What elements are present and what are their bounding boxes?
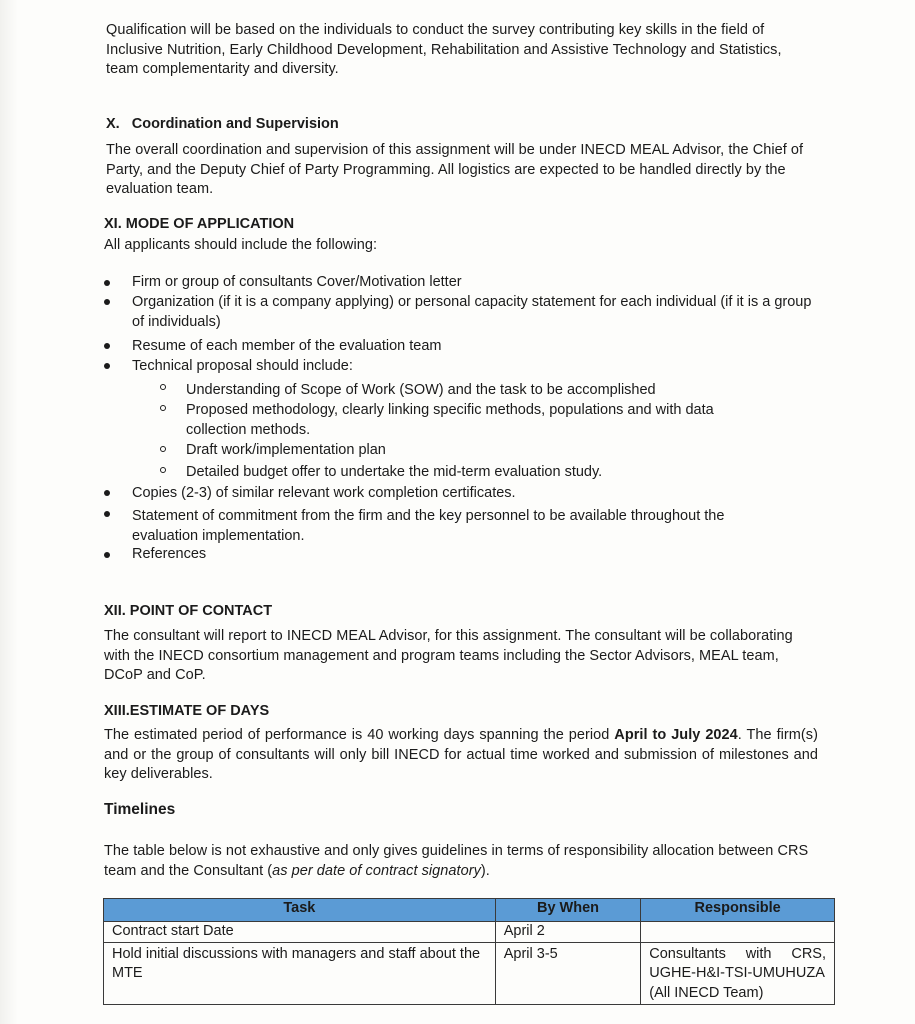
- list-item: Copies (2-3) of similar relevant work completion certificates.: [132, 485, 516, 501]
- table-row: [104, 942, 835, 1004]
- section-xiii-heading: XIII.ESTIMATE OF DAYS: [104, 703, 270, 719]
- section-xiii-body: [104, 726, 818, 785]
- timelines-table: [103, 898, 835, 1005]
- sub-list-item: Detailed budget offer to undertake the mid-term evaluation study.: [186, 464, 603, 480]
- qualification-paragraph: Qualification will be based on the individuals to conduct the survey contributing key skills in the field of Inclusive Nutrition, Early Childhood Development, Rehabilitation and Assistive Technology and Statistics, team complementarity and diversity.: [106, 22, 782, 77]
- table-cell-responsible: [641, 922, 835, 943]
- list-item: Firm or group of consultants Cover/Motivation letter: [132, 274, 462, 290]
- table-cell-task: Contract start Date: [104, 922, 496, 943]
- section-x-body: The overall coordination and supervision of this assignment will be under INECD MEAL Advisor, the Chief of Party, and the Deputy Chief of Party Programming. All logistics are expected to be handled directly by the evaluation team.: [106, 142, 804, 197]
- section-xiii-text-1: The estimated period of performance is 40 working days spanning the period: [104, 727, 615, 743]
- sub-list-item: Proposed methodology, clearly linking specific methods, populations and with data collection methods.: [186, 402, 714, 438]
- section-x-heading: [106, 116, 339, 132]
- list-item: Resume of each member of the evaluation team: [132, 338, 442, 354]
- section-xii-body: The consultant will report to INECD MEAL Advisor, for this assignment. The consultant will be collaborating with the INECD consortium management and program teams including the Sector Advisors, MEAL team, DCoP and CoP.: [104, 628, 793, 683]
- table-cell-responsible: Consultants with CRS, UGHE-H&I-TSI-UMUHUZA (All INECD Team): [641, 942, 835, 1004]
- sub-list-item: Understanding of Scope of Work (SOW) and the task to be accomplished: [186, 382, 656, 398]
- sub-bullet-circle: [160, 446, 166, 452]
- list-item: Organization (if it is a company applying) or personal capacity statement for each individual (if it is a group of individuals): [132, 294, 812, 330]
- bullet-dot: [104, 363, 110, 369]
- list-item: Technical proposal should include:: [132, 358, 353, 374]
- section-xiii-period: April to July 2024: [614, 727, 738, 743]
- section-x-number: X.: [106, 116, 120, 132]
- section-x-title: Coordination and Supervision: [131, 116, 339, 132]
- section-xiii-text-2: . The firm(s) and or the group of consultants will only bill INECD for actual time worked and submission of milestones and key deliverables.: [104, 727, 818, 782]
- bullet-dot: [104, 299, 110, 305]
- sub-bullet-circle: [160, 467, 166, 473]
- list-item: Statement of commitment from the firm and the key personnel to be available throughout the evaluation implementation.: [132, 508, 725, 544]
- section-xi-intro: All applicants should include the following:: [104, 237, 378, 253]
- table-row: [104, 922, 835, 943]
- timelines-intro: [104, 842, 820, 881]
- column-header-by-when: By When: [495, 899, 641, 922]
- scan-edge: [0, 0, 18, 1024]
- table-cell-when: April 3-5: [495, 942, 641, 1004]
- section-xi-heading: XI. MODE OF APPLICATION: [104, 216, 295, 232]
- bullet-dot: [104, 490, 110, 496]
- list-item: References: [132, 546, 207, 562]
- bullet-dot: [104, 343, 110, 349]
- bullet-dot: [104, 280, 110, 286]
- timelines-intro-text-2: ).: [480, 862, 490, 879]
- timelines-heading: Timelines: [104, 801, 176, 818]
- sub-list-item: Draft work/implementation plan: [186, 442, 386, 458]
- table-cell-task: Hold initial discussions with managers and staff about the MTE: [104, 942, 496, 1004]
- table-header-row: [104, 899, 835, 922]
- timelines-intro-text-1: The table below is not exhaustive and only gives guidelines in terms of responsibility allocation between CRS team and the Consultant (: [104, 843, 809, 879]
- table-cell-when: April 2: [495, 922, 641, 943]
- bullet-dot: [104, 552, 110, 558]
- sub-bullet-circle: [160, 405, 166, 411]
- timelines-intro-italic: as per date of contract signatory: [272, 862, 481, 879]
- column-header-responsible: Responsible: [641, 899, 835, 922]
- section-xii-heading: XII. POINT OF CONTACT: [104, 603, 273, 619]
- sub-bullet-circle: [160, 384, 166, 390]
- bullet-dot: [104, 511, 110, 517]
- column-header-task: Task: [104, 899, 496, 922]
